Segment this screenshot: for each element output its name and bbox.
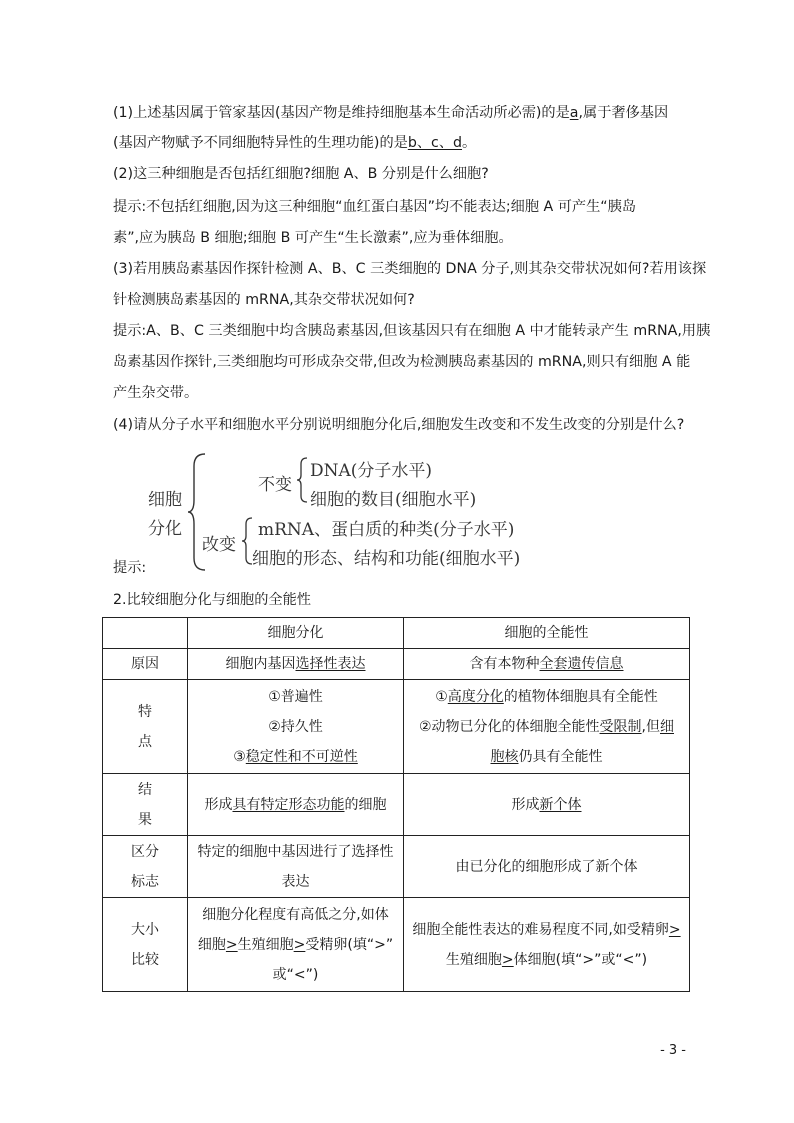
row-label-line: 大小 [131,921,159,938]
cell-line [194,742,397,772]
cell-text: 形成 [511,796,540,813]
table-row-features [103,680,690,774]
cell-text: 受精卵(填“>” [305,936,394,953]
cell-text: 仍具有全能性 [518,748,603,765]
row-label-line: 区分 [131,843,159,860]
cell-line [410,682,683,712]
row-label-line: 果 [138,811,152,828]
q4-hint-label: 提示: [113,560,147,576]
cell-line: 细胞分化程度有高低之分,如体 [202,906,389,923]
cell-text: ① [435,688,448,705]
cell-totipotency [404,898,690,992]
cell-key-term: 全套遗传信息 [539,656,624,672]
cell-key-term: 选择性表达 [295,656,366,672]
cell-differentiation [188,680,404,774]
row-label [103,680,188,774]
cell-key-term: 受限制 [599,718,642,735]
cell-differentiation [188,898,404,992]
cell-differentiation [188,774,404,836]
q3-question-line-2: 针检测胰岛素基因的 mRNA,其杂交带状况如何? [113,292,415,308]
diagram-unchanged-dna: DNA(分子水平) [310,461,433,481]
cell-text: 的植物体细胞具有全能性 [503,688,658,705]
cell-line: 表达 [281,873,310,890]
row-label-line: 特 [138,703,152,720]
q3-hint-line-3: 产生杂交带。 [113,385,199,401]
cell-text: ③ [233,748,246,765]
cell-text: 体细胞(填“>”或“<”) [513,951,648,968]
q3-hint-line-1: 提示:A、B、C 三类细胞中均含胰岛素基因,但该基因只有在细胞 A 中才能转录产生 mRNA,用胰 [113,323,711,339]
row-label [103,774,188,836]
table-row-comparison [103,898,690,992]
q1-line-2 [113,133,476,153]
cell-line: 或“<”) [272,966,319,983]
q1-text: (基因产物赋予不同细胞特异性的生理功能)的是 [113,135,408,151]
row-label-line: 标志 [131,873,159,890]
cell-key-term: 新个体 [539,796,582,813]
diagram-unchanged-label: 不变 [258,475,292,495]
cell-line [410,945,683,975]
cell-key-term: 具有特定形态功能 [232,796,345,813]
cell-totipotency [404,774,690,836]
cell-text: 细胞 [197,936,226,953]
cell-totipotency [404,680,690,774]
cell-text: 的细胞 [344,796,387,813]
cell-totipotency: 由已分化的细胞形成了新个体 [404,836,690,898]
section-2-title: 2.比较细胞分化与细胞的全能性 [113,592,311,608]
diagram-changed-label: 改变 [202,535,236,555]
q1-answer-a: a [569,105,579,121]
cell-line [410,915,683,945]
row-label [103,836,188,898]
cell-text: ②动物已分化的体细胞全能性 [418,718,600,735]
cell-text: 生殖细胞 [445,951,502,968]
diagram-changed-mrna-protein: mRNA、蛋白质的种类(分子水平) [258,520,515,540]
cell-key-term: > [225,936,238,953]
cell-differentiation [188,649,404,680]
table-row-result [103,774,690,836]
q1-text: (1)上述基因属于管家基因(基因产物是维持细胞基本生命活动所必需)的是 [113,105,570,121]
cell-line: 特定的细胞中基因进行了选择性 [197,843,394,860]
row-label: 原因 [103,649,188,680]
cell-key-term: > [668,921,681,938]
cell-line: ①普遍性 [268,688,323,705]
diagram-root-line-2: 分化 [148,519,182,539]
cell-key-term: > [501,951,514,968]
q4-question: (4)请从分子水平和细胞水平分别说明细胞分化后,细胞发生改变和不发生改变的分别是什么? [113,417,685,433]
table-row-cause [103,649,690,680]
cell-line: ②持久性 [268,718,323,735]
q2-question: (2)这三种细胞是否包括红细胞?细胞 A、B 分别是什么细胞? [113,166,489,182]
q1-text: 。 [462,135,477,151]
cell-text: ,但 [641,718,660,735]
cell-text: 含有本物种 [469,656,540,672]
table-header-blank [103,618,188,649]
cell-key-term: 细 [660,718,674,735]
diagram-root-line-1: 细胞 [148,490,182,510]
cell-text: 生殖细胞 [237,936,294,953]
cell-key-term: > [293,936,306,953]
q2-hint-line-1: 提示:不包括红细胞,因为这三种细胞“血红蛋白基因”均不能表达;细胞 A 可产生“胰岛 [113,199,637,215]
table-header-differentiation: 细胞分化 [188,618,404,649]
row-label-line: 比较 [131,951,159,968]
row-label-line: 结 [138,781,152,798]
cell-line [410,712,683,742]
q3-hint-line-2: 岛素基因作探针,三类细胞均可形成杂交带,但改为检测胰岛素基因的 mRNA,则只有细胞 A 能 [113,354,691,370]
row-label [103,898,188,992]
diagram-changed-morphology: 细胞的形态、结构和功能(细胞水平) [252,549,521,569]
table-row-distinguishing-mark [103,836,690,898]
cell-key-term: 高度分化 [447,688,504,705]
table-header-totipotency: 细胞的全能性 [404,618,690,649]
table-header-row [103,618,690,649]
cell-line [194,930,397,960]
cell-differentiation [188,836,404,898]
diagram-unchanged-cell-number: 细胞的数目(细胞水平) [310,490,477,510]
cell-totipotency [404,649,690,680]
diagram-unchanged-brace [295,456,309,504]
q3-question-line-1: (3)若用胰岛素基因作探针检测 A、B、C 三类细胞的 DNA 分子,则其杂交带状况如何?若用该探 [113,261,707,277]
comparison-table [102,617,690,992]
cell-line [410,742,683,772]
cell-key-term: 胞核 [490,748,519,765]
q1-line-1 [113,103,668,123]
cell-text: 形成 [204,796,233,813]
cell-text: 细胞内基因 [225,656,296,672]
cell-key-term: 稳定性和不可逆性 [245,748,358,765]
q1-text: ,属于奢侈基因 [578,105,669,121]
cell-text: 细胞全能性表达的难易程度不同,如受精卵 [412,921,669,938]
q1-answer-bcd: b、c、d [407,135,463,151]
page-number: - 3 - [660,1043,686,1058]
q2-hint-line-2: 素”,应为胰岛 B 细胞;细胞 B 可产生“生长激素”,应为垂体细胞。 [113,230,513,246]
row-label-line: 点 [138,733,152,750]
